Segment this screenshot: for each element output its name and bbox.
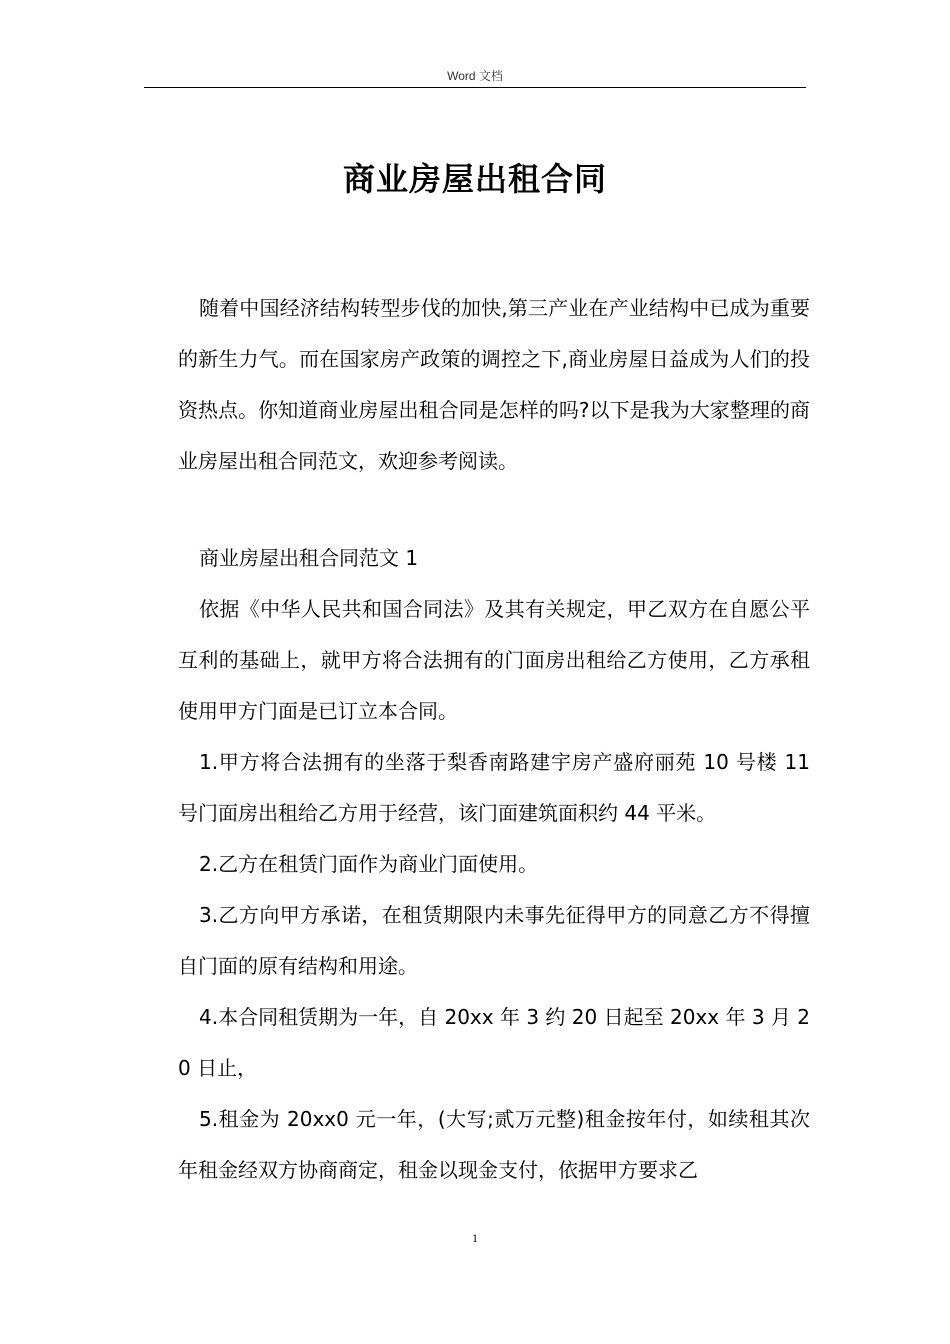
header-divider [144, 87, 806, 88]
contract-clause-1: 1.甲方将合法拥有的坐落于梨香南路建宇房产盛府丽苑 10 号楼 11 号门面房出租给乙方用于经营，该门面建筑面积约 44 平米。 [178, 750, 810, 825]
contract-clause-2: 2.乙方在租赁门面作为商业门面使用。 [199, 852, 539, 876]
intro-section [178, 283, 810, 487]
document-title: 商业房屋出租合同 [342, 160, 607, 198]
contract-heading: 商业房屋出租合同范文 1 [199, 546, 419, 570]
intro-paragraph: 随着中国经济结构转型步伐的加快,第三产业在产业结构中已成为重要的新生力气。而在国家房产政策的调控之下,商业房屋日益成为人们的投资热点。你知道商业房屋出租合同是怎样的吗?以下是我为大家整理的商业房屋出租合同范文，欢迎参考阅读。 [178, 296, 810, 473]
contract-preamble: 依据《中华人民共和国合同法》及其有关规定，甲乙双方在自愿公平互利的基础上，就甲方将合法拥有的门面房出租给乙方使用，乙方承租使用甲方门面是已订立本合同。 [178, 597, 810, 723]
page-header: Word 文档 [447, 69, 503, 83]
contract-clause-4: 4.本合同租赁期为一年，自 20xx 年 3 约 20 日起至 20xx 年 3 月 20 日止， [178, 1005, 810, 1080]
contract-clause-3: 3.乙方向甲方承诺，在租赁期限内未事先征得甲方的同意乙方不得擅自门面的原有结构和用途。 [178, 903, 810, 978]
contract-section [178, 533, 810, 1196]
page-number: 1 [472, 1231, 478, 1245]
contract-clause-5: 5.租金为 20xx0 元一年，(大写;贰万元整)租金按年付，如续租其次年租金经双方协商商定，租金以现金支付，依据甲方要求乙 [178, 1107, 810, 1182]
